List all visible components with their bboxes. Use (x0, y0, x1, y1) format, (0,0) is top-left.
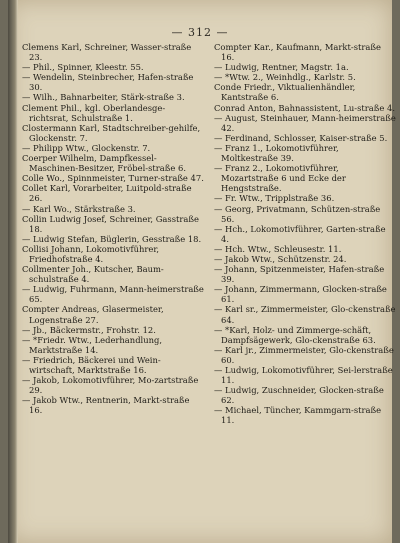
directory-entry: Collin Ludwig Josef, Schreiner, Gasstraße 18. (22, 213, 199, 234)
directory-entry: Conrad Anton, Bahnassistent, Lu-straße 4. (214, 102, 395, 113)
directory-entry: — Phil., Spinner, Kleestr. 55. (22, 62, 144, 73)
directory-entry: Clement Phil., kgl. Oberlandesge-richtsrat, Schulstraße 1. (22, 102, 166, 123)
directory-entry: Compter Andreas, Glasermeister, Logenstraße 27. (22, 304, 164, 325)
directory-entry: Collisi Johann, Lokomotivführer, Friedhofstraße 4. (22, 243, 160, 264)
directory-entry: Clemens Karl, Schreiner, Wasser-straße 23. (22, 42, 192, 63)
directory-entry: — Ludwig Stefan, Büglerin, Gesstraße 18. (22, 233, 202, 244)
directory-entry: — Wendelin, Steinbrecher, Hafen-straße 30. (22, 72, 194, 93)
directory-entry: — Johann, Zimmermann, Glocken-straße 61. (214, 284, 387, 305)
directory-entry: — *Karl, Holz- und Zimmerge-schäft, Dampfsägewerk, Glo-ckenstraße 63. (214, 324, 376, 345)
directory-entry: — Jakob Wtw., Rentnerin, Markt-straße 16. (22, 395, 190, 416)
directory-entry: — Ludwig, Zuschneider, Glocken-straße 62. (214, 385, 384, 406)
directory-entry: — Jakob Wtw., Schützenstr. 24. (214, 253, 347, 264)
left-column (22, 42, 204, 415)
directory-entry: — *Friedr. Wtw., Lederhandlung, Marktstraße 14. (22, 334, 163, 355)
directory-entry: — Ludwig, Rentner, Magstr. 1a. (214, 62, 349, 73)
directory-entry: — Hch. Wtw., Schleusestr. 11. (214, 243, 342, 254)
directory-entry: — Karl Wo., Stärkstraße 3. (22, 203, 136, 214)
directory-entry: — *Wtw. 2., Weinhdlg., Karlstr. 5. (214, 72, 356, 83)
directory-entry: Conde Friedr., Viktualienhändler, Kantstraße 6. (214, 82, 356, 103)
directory-entry: Collmenter Joh., Kutscher, Baum-schulstraße 4. (22, 264, 164, 285)
directory-entry: — Wilh., Bahnarbeiter, Stärk-straße 3. (22, 92, 185, 103)
directory-entry: — Franz 2., Lokomotivführer, Mozartstraße 6 und Ecke der Hengststraße. (214, 163, 346, 194)
right-column (214, 42, 396, 426)
directory-entry: — Ludwig, Fuhrmann, Mann-heimerstraße 65. (22, 284, 204, 305)
book-page (8, 0, 396, 543)
directory-entry: — Jakob, Lokomotivführer, Mo-zartstraße 29. (22, 375, 199, 396)
directory-entry: Colle Wo., Spinnmeister, Turner-straße 47. (22, 173, 204, 184)
directory-entry: — Ferdinand, Schlosser, Kaiser-straße 5. (214, 132, 388, 143)
directory-entry: — Karl jr., Zimmermeister, Glo-ckenstraße 60. (214, 344, 394, 365)
directory-entry: — Fr. Wtw., Tripplstraße 36. (214, 193, 335, 204)
directory-entry: — Philipp Wtw., Glockenstr. 7. (22, 142, 151, 153)
directory-entry: — Michael, Tüncher, Kammgarn-straße 11. (214, 405, 382, 426)
directory-entry: — Ludwig, Lokomotivführer, Sei-lerstraße 11. (214, 365, 393, 386)
directory-entry: Collet Karl, Vorarbeiter, Luitpold-straße 26. (22, 183, 192, 204)
directory-entry: — Karl sr., Zimmermeister, Glo-ckenstraße 64. (214, 304, 396, 325)
directory-entry: — Johann, Spitzenmeister, Hafen-straße 39. (214, 264, 385, 285)
book-spine (8, 0, 18, 543)
directory-entry: — Georg, Privatmann, Schützen-straße 56. (214, 203, 381, 224)
directory-entry: — August, Steinhauer, Mann-heimerstraße 42. (214, 112, 396, 133)
directory-entry: Compter Kar., Kaufmann, Markt-straße 16. (214, 42, 381, 63)
directory-entry: Clostermann Karl, Stadtschreiber-gehilfe, Glockenstr. 7. (22, 122, 201, 143)
directory-entry: — Hch., Lokomotivführer, Garten-straße 4. (214, 223, 386, 244)
page-number: — 312 — (171, 26, 229, 39)
directory-entry: — Franz 1., Lokomotivführer, Moltkestraße 39. (214, 142, 339, 164)
directory-entry: Coerper Wilhelm, Dampfkessel-Maschinen-Besitzer, Fröbel-straße 6. (22, 153, 186, 174)
directory-entry: — Friedrich, Bäckerei und Wein-wirtschaft, Marktstraße 16. (22, 354, 161, 375)
directory-entry: — Jb., Bäckermstr., Frohstr. 12. (22, 324, 156, 335)
